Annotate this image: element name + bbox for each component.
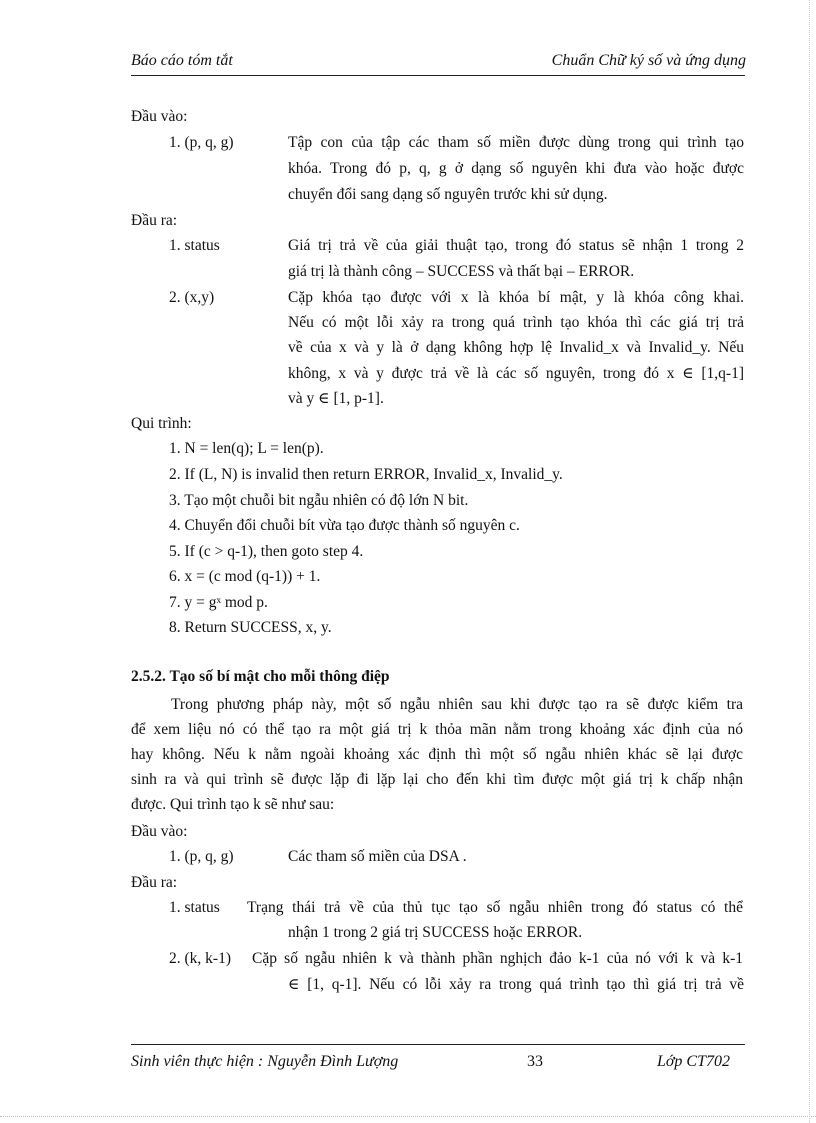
input-desc-2: Các tham số miền của DSA . <box>288 848 467 865</box>
footer-rule <box>131 1044 745 1045</box>
input-label: 1. (p, q, g) <box>169 134 234 151</box>
output1-label-2: 1. status <box>169 899 220 916</box>
header-rule <box>131 75 745 76</box>
input-desc-line: chuyển đổi sang dạng số nguyên trước khi sử dụng. <box>288 186 608 203</box>
input-title: Đầu vào: <box>131 108 188 125</box>
process-step: 5. If (c > q-1), then goto step 4. <box>169 543 364 560</box>
paragraph-line: sinh ra và qui trình sẽ được lặp đi lặp lại cho đến khi tìm được một giá trị k chấp nhận <box>131 771 743 788</box>
output1-desc-line: giá trị là thành công – SUCCESS và thất bại – ERROR. <box>288 263 635 280</box>
process-step: 1. N = len(q); L = len(p). <box>169 440 324 457</box>
output1-desc-2-line: Trạng thái trả về của thủ tục tạo số ngẫu nhiên trong đó status có thể <box>247 899 743 916</box>
input-desc-line: Tập con của tập các tham số miền được dùng trong qui trình tạo <box>288 134 744 151</box>
output1-desc-line: Giá trị trả về của giải thuật tạo, trong đó status sẽ nhận 1 trong 2 <box>288 237 744 254</box>
output1-label: 1. status <box>169 237 220 254</box>
output2-desc-line: Nếu có một lỗi xảy ra trong quá trình tạo khóa thì các giá trị trả <box>288 314 744 331</box>
output2-desc-line: không, x và y được trả về là các số nguyên, trong đó x ∈ [1,q-1] <box>288 365 744 382</box>
output2-label: 2. (x,y) <box>169 289 215 306</box>
header-left: Báo cáo tóm tắt <box>131 52 233 69</box>
footer-class: Lớp CT702 <box>656 1053 730 1070</box>
page-edge-bottom <box>0 1116 816 1117</box>
input-title-2: Đầu vào: <box>131 823 188 840</box>
paragraph-line: để xem liệu nó có thể tạo ra một giá trị k thỏa mãn nằm trong khoảng xác định của nó <box>131 721 743 738</box>
output2-label-2: 2. (k, k-1) <box>169 950 231 967</box>
page-number: 33 <box>527 1053 543 1070</box>
output2-desc-2-line: ∈ [1, q-1]. Nếu có lỗi xảy ra trong quá trình tạo thì giá trị trả về <box>288 976 744 993</box>
process-step: 6. x = (c mod (q-1)) + 1. <box>169 568 321 585</box>
output-title: Đầu ra: <box>131 212 178 229</box>
output2-desc-line: về của x và y là ở dạng không hợp lệ Invalid_x và Invalid_y. Nếu <box>288 339 744 356</box>
paragraph-line: hay không. Nếu k nằm ngoài khoảng xác định thì một số ngẫu nhiên khác sẽ lại được <box>131 746 743 763</box>
process-step: 2. If (L, N) is invalid then return ERROR, Invalid_x, Invalid_y. <box>169 466 563 483</box>
output2-desc-2-line: Cặp số ngẫu nhiên k và thành phần nghịch đảo k-1 của nó với k và k-1 <box>252 950 743 967</box>
output2-desc-line: và y ∈ [1, p-1]. <box>288 390 384 407</box>
output2-desc-line: Cặp khóa tạo được với x là khóa bí mật, y là khóa công khai. <box>288 289 744 306</box>
input-desc-line: khóa. Trong đó p, q, g ở dạng số nguyên khi đưa vào hoặc được <box>288 160 744 177</box>
process-step: 3. Tạo một chuỗi bit ngẫu nhiên có độ lớn N bit. <box>169 492 469 509</box>
paragraph-line: được. Qui trình tạo k sẽ như sau: <box>131 796 335 813</box>
header-right: Chuẩn Chữ ký số và ứng dụng <box>551 52 746 69</box>
process-title: Qui trình: <box>131 415 192 432</box>
page-edge-right <box>809 0 810 1123</box>
paragraph-line: Trong phương pháp này, một số ngẫu nhiên sau khi được tạo ra sẽ được kiểm tra <box>171 696 743 713</box>
output-title-2: Đầu ra: <box>131 874 178 891</box>
input-label-2: 1. (p, q, g) <box>169 848 234 865</box>
process-step: 4. Chuyển đổi chuỗi bít vừa tạo được thành số nguyên c. <box>169 517 520 534</box>
section-heading: 2.5.2. Tạo số bí mật cho mỗi thông điệp <box>131 668 390 685</box>
process-step: 7. y = gˣ mod p. <box>169 594 268 611</box>
output1-desc-2-line: nhận 1 trong 2 giá trị SUCCESS hoặc ERROR. <box>288 924 583 941</box>
footer-author: Sinh viên thực hiện : Nguyễn Đình Lượng <box>131 1053 399 1070</box>
process-step: 8. Return SUCCESS, x, y. <box>169 619 332 636</box>
